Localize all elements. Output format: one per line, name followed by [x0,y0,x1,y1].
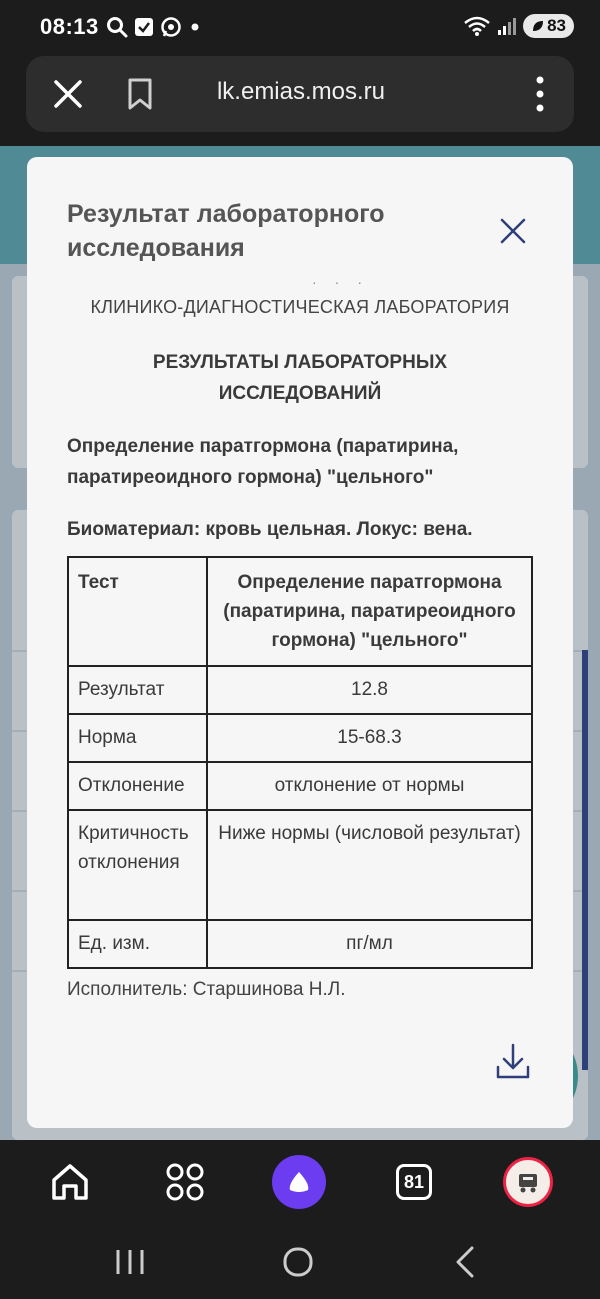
executor: Исполнитель: Старшинова Н.Л. [67,979,346,1000]
download-icon[interactable] [495,1041,531,1081]
cropped-text-dots: ··· [312,274,380,290]
close-tab-icon[interactable] [50,76,86,112]
profile-button[interactable] [500,1154,556,1210]
table-row [68,920,532,968]
wifi-icon [463,15,491,37]
bookmark-icon[interactable] [122,76,158,112]
test-name: Определение паратгормона (паратирина, паратиреоидного гормона) "цельного" [67,436,459,488]
dot-icon [188,16,202,38]
table-cell-label: Результат [68,666,207,714]
leaf-icon [531,19,545,33]
signal-icon [497,15,517,37]
url-text[interactable]: lk.emias.mos.ru [216,78,386,105]
browser-toolbar [0,56,600,146]
table-row [68,666,532,714]
table-cell-value: 15-68.3 [207,714,532,762]
system-navigation-bar [0,1226,600,1299]
status-system-icons [463,14,574,38]
more-menu-icon[interactable] [528,74,552,114]
whatsapp-icon [160,16,182,38]
search-icon [106,16,128,38]
status-notification-icons [106,16,202,38]
address-bar[interactable] [26,56,574,132]
checkbox-icon [134,17,154,37]
grid-icon [165,1162,205,1202]
table-row [68,714,532,762]
tab-count: 81 [396,1164,432,1200]
background-accent-bar [582,650,588,1070]
close-icon[interactable] [497,215,529,247]
alice-assistant-button[interactable] [271,1154,327,1210]
lab-result-modal [27,157,573,1128]
table-row [68,810,532,920]
home-icon [48,1160,92,1204]
home-system-icon[interactable] [278,1244,318,1280]
avatar [503,1157,553,1207]
status-time: 08:13 [40,14,99,39]
table-cell-value: Определение паратгормона (паратирина, паратиреоидного гормона) "цельного" [207,557,532,666]
browser-bottom-nav [0,1140,600,1226]
table-row [68,762,532,810]
table-cell-label: Норма [68,714,207,762]
table-cell-value: 12.8 [207,666,532,714]
alice-icon [272,1155,326,1209]
results-table [67,556,533,969]
lab-name: КЛИНИКО-ДИАГНОСТИЧЕСКАЯ ЛАБОРАТОРИЯ [90,297,510,317]
table-cell-label: Отклонение [68,762,207,810]
tabs-button[interactable] [386,1154,442,1210]
modal-title: Результат лабораторного исследования [67,200,385,262]
table-cell-label: Ед. изм. [68,920,207,968]
results-heading: РЕЗУЛЬТАТЫ ЛАБОРАТОРНЫХ ИССЛЕДОВАНИЙ [152,352,448,404]
table-cell-value: отклонение от нормы [207,762,532,810]
cart-icon [515,1170,541,1194]
table-cell-label: Тест [68,557,207,666]
table-cell-label: Критичность отклонения [68,810,207,920]
recent-apps-icon[interactable] [110,1244,150,1280]
battery-level: 83 [547,16,566,35]
biomaterial: Биоматериал: кровь цельная. Локус: вена. [67,519,473,540]
battery-icon [523,14,574,38]
home-button[interactable] [42,1154,98,1210]
back-icon[interactable] [446,1244,486,1280]
table-cell-value: пг/мл [207,920,532,968]
status-bar [0,0,600,56]
table-header-row [68,557,532,666]
services-button[interactable] [157,1154,213,1210]
table-cell-value: Ниже нормы (числовой результат) [207,810,532,920]
